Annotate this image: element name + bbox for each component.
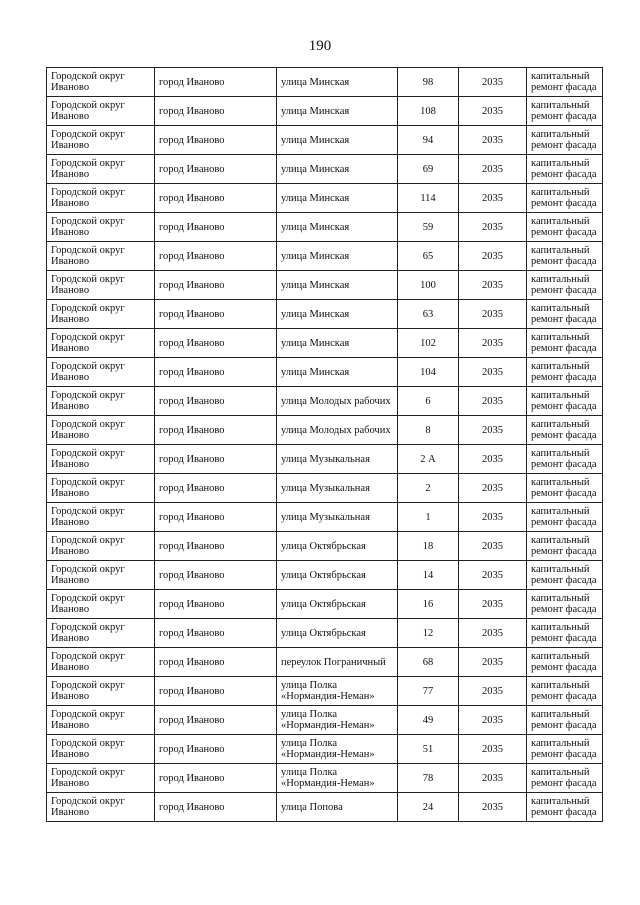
table-row [47,619,603,648]
cell-street: улица Минская [277,184,398,213]
repair-schedule-table [46,67,603,822]
cell-city: город Иваново [155,184,277,213]
cell-work-type: капитальный ремонт фасада [527,329,603,358]
cell-house-number: 98 [398,68,459,97]
cell-work-type: капитальный ремонт фасада [527,358,603,387]
cell-year: 2035 [459,184,527,213]
cell-work-type: капитальный ремонт фасада [527,503,603,532]
cell-work-type: капитальный ремонт фасада [527,184,603,213]
cell-city: город Иваново [155,300,277,329]
cell-year: 2035 [459,126,527,155]
cell-district: Городской округ Иваново [47,532,155,561]
cell-city: город Иваново [155,590,277,619]
cell-house-number: 77 [398,677,459,706]
cell-house-number: 6 [398,387,459,416]
cell-work-type: капитальный ремонт фасада [527,561,603,590]
cell-house-number: 49 [398,706,459,735]
cell-street: улица Музыкальная [277,503,398,532]
cell-year: 2035 [459,590,527,619]
cell-house-number: 104 [398,358,459,387]
table-row [47,213,603,242]
table-row [47,184,603,213]
cell-work-type: капитальный ремонт фасада [527,532,603,561]
cell-street: улица Музыкальная [277,445,398,474]
cell-district: Городской округ Иваново [47,184,155,213]
cell-work-type: капитальный ремонт фасада [527,474,603,503]
cell-street: улица Октябрьская [277,590,398,619]
cell-work-type: капитальный ремонт фасада [527,300,603,329]
cell-work-type: капитальный ремонт фасада [527,648,603,677]
cell-street: улица Минская [277,271,398,300]
cell-city: город Иваново [155,271,277,300]
cell-year: 2035 [459,793,527,822]
cell-work-type: капитальный ремонт фасада [527,677,603,706]
table-row [47,590,603,619]
cell-district: Городской округ Иваново [47,706,155,735]
cell-city: город Иваново [155,387,277,416]
cell-district: Городской округ Иваново [47,416,155,445]
cell-work-type: капитальный ремонт фасада [527,590,603,619]
cell-work-type: капитальный ремонт фасада [527,416,603,445]
cell-year: 2035 [459,213,527,242]
cell-house-number: 68 [398,648,459,677]
table-row [47,503,603,532]
cell-street: улица Минская [277,155,398,184]
cell-street: улица Октябрьская [277,619,398,648]
table-row [47,300,603,329]
cell-city: город Иваново [155,155,277,184]
cell-street: улица Минская [277,242,398,271]
cell-year: 2035 [459,706,527,735]
cell-year: 2035 [459,358,527,387]
cell-city: город Иваново [155,416,277,445]
cell-district: Городской округ Иваново [47,764,155,793]
cell-year: 2035 [459,619,527,648]
table-row [47,532,603,561]
cell-district: Городской округ Иваново [47,271,155,300]
table-row [47,97,603,126]
cell-street: улица Минская [277,329,398,358]
cell-street: улица Молодых рабочих [277,416,398,445]
cell-district: Городской округ Иваново [47,68,155,97]
cell-house-number: 94 [398,126,459,155]
cell-year: 2035 [459,68,527,97]
cell-year: 2035 [459,329,527,358]
cell-year: 2035 [459,474,527,503]
cell-house-number: 16 [398,590,459,619]
cell-work-type: капитальный ремонт фасада [527,735,603,764]
cell-house-number: 100 [398,271,459,300]
cell-year: 2035 [459,561,527,590]
cell-city: город Иваново [155,706,277,735]
cell-street: улица Полка «Нормандия-Неман» [277,764,398,793]
cell-work-type: капитальный ремонт фасада [527,764,603,793]
cell-year: 2035 [459,387,527,416]
cell-street: улица Полка «Нормандия-Неман» [277,677,398,706]
cell-street: улица Полка «Нормандия-Неман» [277,706,398,735]
cell-house-number: 14 [398,561,459,590]
cell-street: улица Минская [277,126,398,155]
cell-district: Городской округ Иваново [47,793,155,822]
table-row [47,126,603,155]
cell-work-type: капитальный ремонт фасада [527,793,603,822]
cell-work-type: капитальный ремонт фасада [527,271,603,300]
table-row [47,242,603,271]
cell-city: город Иваново [155,242,277,271]
table-row [47,793,603,822]
cell-year: 2035 [459,416,527,445]
cell-street: улица Минская [277,300,398,329]
cell-district: Городской округ Иваново [47,155,155,184]
table-row [47,474,603,503]
cell-house-number: 24 [398,793,459,822]
cell-street: улица Минская [277,97,398,126]
cell-district: Городской округ Иваново [47,648,155,677]
table-row [47,416,603,445]
cell-year: 2035 [459,155,527,184]
cell-house-number: 18 [398,532,459,561]
cell-city: город Иваново [155,329,277,358]
cell-house-number: 59 [398,213,459,242]
cell-work-type: капитальный ремонт фасада [527,213,603,242]
cell-house-number: 114 [398,184,459,213]
cell-district: Городской округ Иваново [47,735,155,764]
table-row [47,271,603,300]
cell-house-number: 8 [398,416,459,445]
cell-city: город Иваново [155,735,277,764]
table-row [47,764,603,793]
cell-city: город Иваново [155,97,277,126]
cell-work-type: капитальный ремонт фасада [527,68,603,97]
table-row [47,358,603,387]
cell-work-type: капитальный ремонт фасада [527,155,603,184]
cell-district: Городской округ Иваново [47,97,155,126]
cell-district: Городской округ Иваново [47,300,155,329]
cell-street: улица Минская [277,68,398,97]
cell-city: город Иваново [155,358,277,387]
cell-house-number: 1 [398,503,459,532]
cell-work-type: капитальный ремонт фасада [527,126,603,155]
cell-work-type: капитальный ремонт фасада [527,445,603,474]
cell-street: улица Молодых рабочих [277,387,398,416]
cell-house-number: 2 [398,474,459,503]
cell-house-number: 78 [398,764,459,793]
cell-year: 2035 [459,242,527,271]
cell-city: город Иваново [155,503,277,532]
cell-house-number: 51 [398,735,459,764]
cell-city: город Иваново [155,561,277,590]
cell-district: Городской округ Иваново [47,387,155,416]
cell-year: 2035 [459,677,527,706]
cell-district: Городской округ Иваново [47,329,155,358]
cell-district: Городской округ Иваново [47,242,155,271]
cell-street: улица Октябрьская [277,532,398,561]
page-number: 190 [308,38,332,54]
cell-year: 2035 [459,503,527,532]
cell-year: 2035 [459,300,527,329]
table-row [47,561,603,590]
cell-work-type: капитальный ремонт фасада [527,619,603,648]
cell-year: 2035 [459,271,527,300]
cell-house-number: 12 [398,619,459,648]
cell-city: город Иваново [155,68,277,97]
cell-district: Городской округ Иваново [47,503,155,532]
cell-district: Городской округ Иваново [47,474,155,503]
cell-year: 2035 [459,97,527,126]
cell-district: Городской округ Иваново [47,677,155,706]
table-row [47,735,603,764]
cell-district: Городской округ Иваново [47,213,155,242]
cell-city: город Иваново [155,126,277,155]
cell-street: улица Минская [277,213,398,242]
cell-year: 2035 [459,764,527,793]
table-row [47,706,603,735]
cell-street: улица Полка «Нормандия-Неман» [277,735,398,764]
table-body [47,68,603,822]
cell-year: 2035 [459,648,527,677]
cell-year: 2035 [459,445,527,474]
cell-house-number: 65 [398,242,459,271]
table-row [47,329,603,358]
cell-house-number: 69 [398,155,459,184]
cell-city: город Иваново [155,213,277,242]
table-row [47,648,603,677]
cell-house-number: 102 [398,329,459,358]
cell-house-number: 2 А [398,445,459,474]
cell-street: улица Минская [277,358,398,387]
cell-street: улица Музыкальная [277,474,398,503]
cell-district: Городской округ Иваново [47,126,155,155]
cell-street: улица Попова [277,793,398,822]
cell-district: Городской округ Иваново [47,619,155,648]
cell-work-type: капитальный ремонт фасада [527,242,603,271]
table-row [47,155,603,184]
table-row [47,445,603,474]
cell-city: город Иваново [155,474,277,503]
cell-city: город Иваново [155,677,277,706]
cell-street: переулок Пограничный [277,648,398,677]
cell-city: город Иваново [155,619,277,648]
cell-city: город Иваново [155,532,277,561]
cell-work-type: капитальный ремонт фасада [527,97,603,126]
cell-district: Городской округ Иваново [47,358,155,387]
cell-city: город Иваново [155,793,277,822]
cell-year: 2035 [459,735,527,764]
cell-work-type: капитальный ремонт фасада [527,387,603,416]
cell-work-type: капитальный ремонт фасада [527,706,603,735]
cell-year: 2035 [459,532,527,561]
cell-district: Городской округ Иваново [47,590,155,619]
cell-city: город Иваново [155,764,277,793]
cell-city: город Иваново [155,445,277,474]
cell-district: Городской округ Иваново [47,445,155,474]
table-row [47,68,603,97]
cell-city: город Иваново [155,648,277,677]
cell-house-number: 63 [398,300,459,329]
cell-district: Городской округ Иваново [47,561,155,590]
cell-house-number: 108 [398,97,459,126]
cell-street: улица Октябрьская [277,561,398,590]
table-row [47,387,603,416]
table-row [47,677,603,706]
